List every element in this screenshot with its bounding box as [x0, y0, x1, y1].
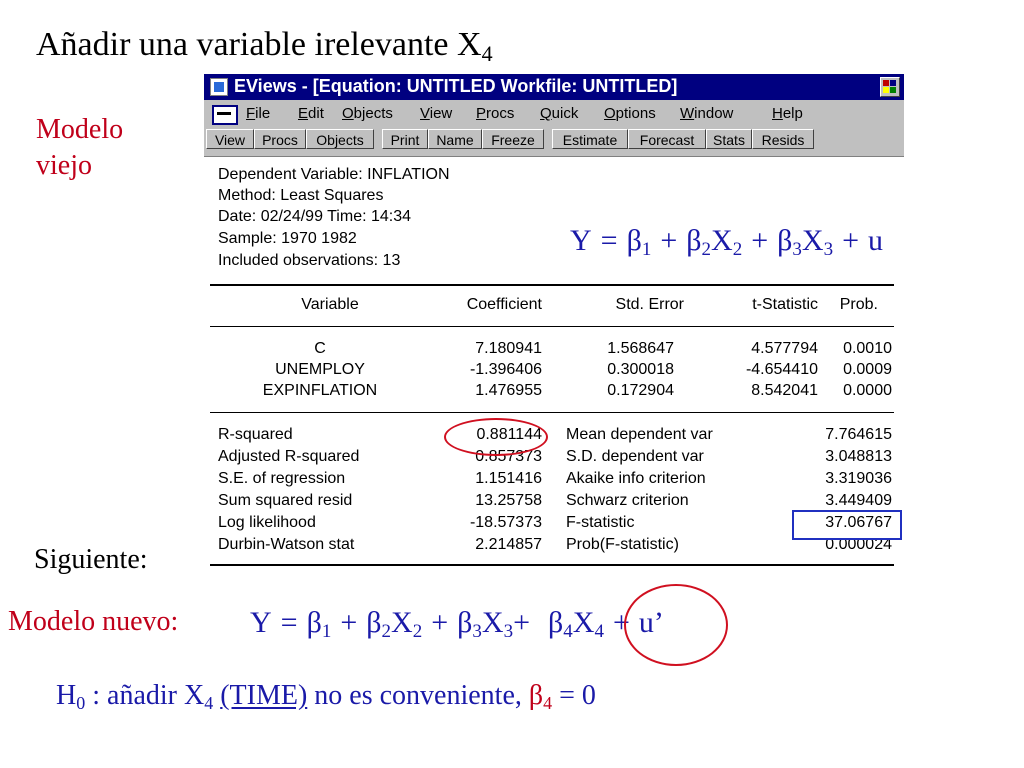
- h0-h: H: [56, 680, 77, 711]
- slide-title: [36, 26, 493, 67]
- stat-value-right: 3.319036: [825, 470, 892, 487]
- beta4-highlight-circle: [624, 584, 728, 666]
- stat-value-right: 7.764615: [825, 426, 892, 443]
- header-method: Method: Least Squares: [218, 187, 384, 204]
- stat-value-right: 0.000024: [825, 536, 892, 553]
- stat-label-right: S.D. dependent var: [566, 448, 704, 465]
- table-row-prob: 0.0009: [843, 361, 892, 378]
- eq-new-plus2: +: [431, 606, 449, 639]
- window-restore-icon[interactable]: [880, 77, 900, 97]
- h0-beta: β: [528, 680, 544, 711]
- stat-label-left: Adjusted R-squared: [218, 448, 360, 465]
- label-modelo-viejo-line2: viejo: [36, 150, 92, 181]
- column-header-variable: Variable: [301, 296, 359, 313]
- eviews-titlebar: [204, 74, 904, 100]
- table-row-se: 1.568647: [607, 340, 674, 357]
- eq-old-plus3: +: [842, 224, 859, 257]
- table-bottom-rule: [210, 564, 894, 566]
- toolbar-view-button[interactable]: View: [206, 129, 254, 149]
- eviews-app-icon[interactable]: [210, 78, 228, 96]
- document-system-menu-icon[interactable]: [212, 105, 238, 125]
- r-squared-highlight-circle: [444, 418, 548, 456]
- eq-new-beta1-sub: 1: [321, 621, 332, 642]
- f-statistic-highlight-box: [792, 510, 902, 540]
- slide-title-text: Añadir una variable irelevante X: [36, 26, 482, 63]
- eviews-menubar: [204, 102, 904, 126]
- eq-new-plus1: +: [340, 606, 358, 639]
- menu-options[interactable]: Options: [604, 105, 656, 122]
- stat-value-right: 37.06767: [825, 514, 892, 531]
- eq-new-u: u’: [638, 606, 664, 639]
- column-header-coefficient: Coefficient: [466, 296, 542, 313]
- eq-old-beta1: β: [626, 224, 642, 257]
- table-row-prob: 0.0010: [843, 340, 892, 357]
- table-row-se: 0.300018: [607, 361, 674, 378]
- eq-old-x2: X: [711, 224, 733, 257]
- h0-text2: no es conveniente,: [307, 680, 529, 711]
- stat-label-left: Log likelihood: [218, 514, 316, 531]
- eq-new-beta4: β: [548, 606, 564, 639]
- column-header-std-error: Std. Error: [615, 296, 684, 313]
- header-observations: Included observations: 13: [218, 252, 401, 269]
- menu-edit[interactable]: Edit: [298, 105, 324, 122]
- eq-new-x2: X: [391, 606, 413, 639]
- table-row-var: EXPINFLATION: [262, 382, 378, 399]
- header-date-time: Date: 02/24/99 Time: 14:34: [218, 208, 412, 225]
- stat-value-left: 1.151416: [475, 470, 542, 487]
- table-row-t: 8.542041: [751, 382, 818, 399]
- menu-quick[interactable]: Quick: [540, 105, 579, 122]
- stat-label-right: Prob(F-statistic): [566, 536, 679, 553]
- column-header-prob: Prob.: [839, 296, 878, 313]
- eq-new-y: Y: [250, 606, 272, 639]
- eq-new-beta2: β: [366, 606, 382, 639]
- h0-time: (TIME): [220, 680, 308, 711]
- eq-old-x2-sub: 2: [732, 239, 743, 260]
- menu-objects[interactable]: Objects: [342, 105, 393, 122]
- eq-old-beta1-sub: 1: [641, 239, 652, 260]
- stat-label-left: Durbin-Watson stat: [218, 536, 355, 553]
- eq-old-equals: =: [600, 224, 618, 257]
- eq-new-x3-sub: 3: [503, 621, 514, 642]
- menu-file[interactable]: File: [246, 105, 271, 122]
- eviews-toolbar: [204, 129, 904, 153]
- eq-old-plus2: +: [751, 224, 769, 257]
- eq-new-beta3-sub: 3: [472, 621, 482, 642]
- table-row-var: UNEMPLOY: [275, 361, 365, 378]
- stat-value-right: 3.449409: [825, 492, 892, 509]
- eq-new-x3: X: [481, 606, 504, 639]
- eq-old-y: Y: [570, 224, 592, 257]
- eq-new-plus4: +: [612, 606, 630, 639]
- table-row-t: 4.577794: [751, 340, 818, 357]
- table-header-rule: [210, 326, 894, 327]
- table-row-t: -4.654410: [745, 361, 818, 378]
- toolbar-estimate-button[interactable]: Estimate: [552, 129, 628, 149]
- h0-x-sub: 4: [204, 693, 214, 713]
- toolbar-procs-button[interactable]: Procs: [254, 129, 306, 149]
- label-modelo-nuevo: Modelo nuevo:: [8, 606, 179, 637]
- eq-old-beta3: β: [777, 224, 793, 257]
- menu-window[interactable]: Window: [680, 105, 734, 122]
- eq-old-beta2-sub: 2: [701, 239, 712, 260]
- stat-value-left: 2.214857: [475, 536, 542, 553]
- slide-title-subscript: 4: [481, 41, 493, 66]
- eq-old-plus1: +: [660, 224, 678, 257]
- stat-value-left: 0.857373: [475, 448, 542, 465]
- table-row-coef: 7.180941: [475, 340, 542, 357]
- column-header-t-statistic: t-Statistic: [752, 296, 818, 313]
- label-siguiente: Siguiente:: [34, 544, 148, 575]
- toolbar-stats-button[interactable]: Stats: [706, 129, 752, 149]
- stat-value-left: 0.881144: [476, 426, 542, 443]
- h0-text1: : añadir X: [85, 680, 205, 711]
- stat-value-right: 3.048813: [825, 448, 892, 465]
- stat-label-left: R-squared: [218, 426, 293, 443]
- h0-beta-sub: 4: [543, 693, 553, 713]
- eq-old-x3-sub: 3: [823, 239, 834, 260]
- eviews-window-title: EViews - [Equation: UNTITLED Workfile: UNTITLED]: [234, 76, 678, 96]
- toolbar-objects-button[interactable]: Objects: [306, 129, 374, 149]
- menu-help[interactable]: Help: [772, 105, 803, 122]
- table-row-prob: 0.0000: [843, 382, 892, 399]
- table-row-coef: 1.476955: [475, 382, 542, 399]
- equation-new-model: [250, 606, 664, 643]
- toolbar-name-button[interactable]: Name: [428, 129, 482, 149]
- eq-old-beta2: β: [686, 224, 702, 257]
- stat-value-left: -18.57373: [469, 514, 542, 531]
- hypothesis-line: [56, 680, 596, 714]
- toolbar-resids-button[interactable]: Resids: [752, 129, 814, 149]
- eq-old-x3: X: [801, 224, 824, 257]
- equation-old-model: [570, 224, 883, 261]
- eq-new-beta4-sub: 4: [563, 621, 573, 642]
- toolbar-print-button[interactable]: Print: [382, 129, 428, 149]
- eq-new-equals: =: [280, 606, 298, 639]
- stat-value-left: 13.25758: [475, 492, 542, 509]
- eq-new-beta1: β: [306, 606, 322, 639]
- eq-new-beta2-sub: 2: [381, 621, 392, 642]
- eq-new-beta3: β: [457, 606, 473, 639]
- toolbar-freeze-button[interactable]: Freeze: [482, 129, 544, 149]
- eq-new-x2-sub: 2: [412, 621, 423, 642]
- eq-old-u: u: [868, 224, 883, 257]
- label-modelo-viejo-line1: Modelo: [36, 114, 124, 145]
- eq-new-plus3: +: [513, 606, 530, 639]
- stat-label-left: Sum squared resid: [218, 492, 353, 509]
- table-top-rule: [210, 284, 894, 286]
- stat-label-right: Akaike info criterion: [566, 470, 706, 487]
- eq-new-x4: X: [572, 606, 595, 639]
- stat-label-left: S.E. of regression: [218, 470, 346, 487]
- menu-view[interactable]: View: [420, 105, 453, 122]
- h0-equals-zero: = 0: [552, 680, 596, 711]
- stat-label-right: Mean dependent var: [566, 426, 713, 443]
- eq-old-beta3-sub: 3: [792, 239, 802, 260]
- eviews-window: [204, 74, 904, 157]
- table-row-se: 0.172904: [607, 382, 674, 399]
- eq-new-x4-sub: 4: [594, 621, 604, 642]
- label-modelo-viejo: [36, 112, 123, 184]
- stat-label-right: Schwarz criterion: [566, 492, 689, 509]
- table-stats-rule: [210, 412, 894, 413]
- header-sample: Sample: 1970 1982: [218, 230, 357, 247]
- toolbar-forecast-button[interactable]: Forecast: [628, 129, 706, 149]
- table-row-var: C: [314, 340, 326, 357]
- h0-sub: 0: [76, 693, 86, 713]
- table-row-coef: -1.396406: [469, 361, 542, 378]
- menu-procs[interactable]: Procs: [476, 105, 515, 122]
- stat-label-right: F-statistic: [566, 514, 635, 531]
- header-dependent-variable: Dependent Variable: INFLATION: [218, 166, 450, 183]
